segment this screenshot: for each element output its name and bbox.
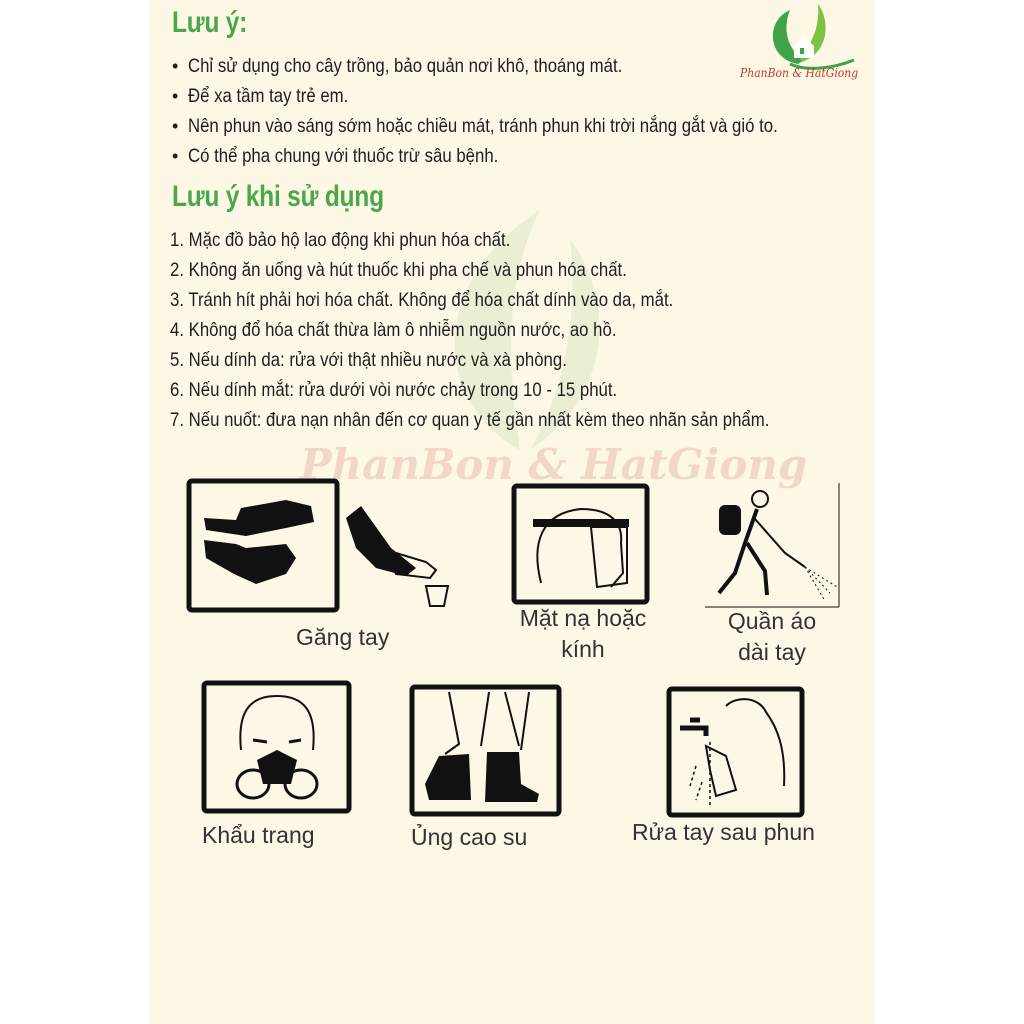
- face-shield-icon: [511, 483, 651, 607]
- list-item: 5. Nếu dính da: rửa với thật nhiều nước và xà phòng.: [170, 349, 567, 371]
- list-item: Chỉ sử dụng cho cây trồng, bảo quản nơi khô, thoáng mát.: [188, 55, 623, 77]
- pictogram-label: Rửa tay sau phun: [632, 819, 815, 845]
- label-line: kính: [561, 636, 605, 662]
- list-item: Có thể pha chung với thuốc trừ sâu bệnh.: [188, 145, 499, 167]
- notes-heading: Lưu ý:: [172, 6, 248, 39]
- sprayer-person-icon: [705, 483, 845, 611]
- list-item: 1. Mặc đồ bảo hộ lao động khi phun hóa chất.: [170, 229, 511, 251]
- pictogram-label: Ủng cao su: [411, 824, 528, 850]
- list-item: Để xa tầm tay trẻ em.: [188, 85, 349, 107]
- pictogram-label: [512, 603, 654, 665]
- pictogram-label: [702, 606, 842, 668]
- list-item: 2. Không ăn uống và hút thuốc khi pha chế và phun hóa chất.: [170, 259, 627, 281]
- list-item: 6. Nếu dính mắt: rửa dưới vòi nước chảy trong 10 - 15 phút.: [170, 379, 618, 401]
- bullet: •: [172, 116, 179, 136]
- label-line: Mặt nạ hoặc: [519, 605, 647, 631]
- watermark-text: PhanBon & HatGiong: [300, 440, 808, 489]
- label-line: dài tay: [738, 639, 806, 665]
- bullet: •: [172, 56, 179, 76]
- list-item: 3. Tránh hít phải hơi hóa chất. Không để hóa chất dính vào da, mắt.: [170, 289, 674, 311]
- wash-hands-icon: [666, 686, 806, 818]
- bullet: •: [172, 146, 179, 166]
- pictogram-label: Khẩu trang: [202, 822, 315, 848]
- gloves-icon: [186, 478, 456, 613]
- bullet: •: [172, 86, 179, 106]
- logo-text: PhanBon & HatGiong: [740, 66, 859, 80]
- rubber-boots-icon: [409, 684, 563, 818]
- list-item: Nên phun vào sáng sớm hoặc chiều mát, tránh phun khi trời nắng gắt và gió to.: [188, 115, 778, 137]
- brand-logo: [738, 2, 874, 88]
- respirator-mask-icon: [201, 680, 353, 815]
- usage-heading: Lưu ý khi sử dụng: [172, 180, 384, 213]
- list-item: 7. Nếu nuốt: đưa nạn nhân đến cơ quan y tế gần nhất kèm theo nhãn sản phẩm.: [170, 409, 770, 431]
- list-item: 4. Không đổ hóa chất thừa làm ô nhiễm nguồn nước, ao hồ.: [170, 319, 617, 341]
- pictogram-label: Găng tay: [296, 624, 390, 650]
- label-line: Quần áo: [727, 608, 817, 634]
